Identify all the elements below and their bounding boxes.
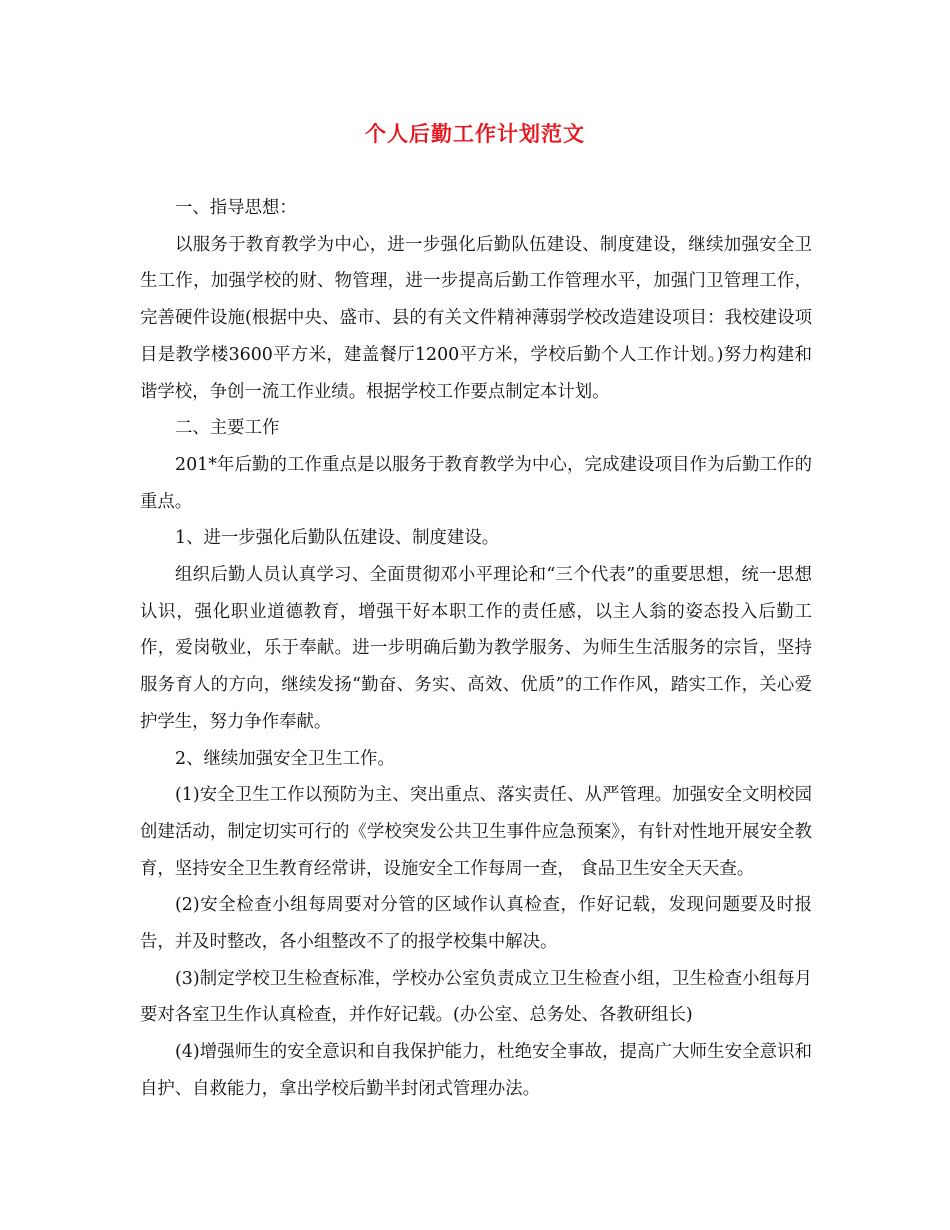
paragraph-guiding-thought-text: 以服务于教育教学为中心，进一步强化后勤队伍建设、制度建设，继续加强安全卫生工作，加强学校的财、物管理，进一步提高后勤工作管理水平，加强门卫管理工作，完善硬件设施(根据中央、盛市、县的有关文件精神薄弱学校改造建设项目：我校建设项目是教学楼3600平方米，建盖餐厅1200平方米，学校后勤个人工作计划。)努力构建和谐学校，争创一流工作业绩。根据学校工作要点制定本计划。 [140,234,812,402]
paragraph-heading-guiding-thought: 一、指导思想： [175,198,297,218]
paragraph-item-1-text: 组织后勤人员认真学习、全面贯彻邓小平理论和“三个代表”的重要思想，统一思想认识，强化职业道德教育，增强干好本职工作的责任感，以主人翁的姿态投入后勤工作，爱岗敬业，乐于奉献。进一步明确后勤为教学服务、为师生生活服务的宗旨，坚持服务育人的方向，继续发扬“勤奋、务实、高效、优质”的工作作风，踏实工作，关心爱护学生，努力争作奉献。 [140,565,812,732]
paragraph-item-2-heading: 2、继续加强安全卫生工作。 [175,748,395,769]
paragraph-item-2-point-3: (3)制定学校卫生检查标准，学校办公室负责成立卫生检查小组，卫生检查小组每月要对各室卫生作认真检查，并作好记载。(办公室、总务处、各教研组长) [140,968,812,1026]
paragraph-item-2-point-4: (4)增强师生的安全意识和自我保护能力，杜绝安全事故，提高广大师生安全意识和自护、自救能力，拿出学校后勤半封闭式管理办法。 [140,1042,812,1099]
paragraph-heading-main-work: 二、主要工作 [175,418,280,439]
paragraph-item-2-point-1: (1)安全卫生工作以预防为主、突出重点、落实责任、从严管理。加强安全文明校园创建活动，制定切实可行的《学校突发公共卫生事件应急预案》，有针对性地开展安全教育，坚持安全卫生教育经常讲，设施安全工作每周一查， 食品卫生安全天天查。 [140,785,812,879]
paragraph-main-work-focus: 201*年后勤的工作重点是以服务于教育教学为中心，完成建设项目作为后勤工作的重点。 [140,454,812,512]
paragraph-item-2-point-2: (2)安全检查小组每周要对分管的区域作认真检查，作好记载，发现问题要及时报告，并及时整改，各小组整改不了的报学校集中解决。 [140,895,812,953]
paragraph-item-1-heading: 1、进一步强化后勤队伍建设、制度建设。 [175,528,500,549]
document-body [140,190,812,1108]
document-title: 个人后勤工作计划范文 [365,121,585,146]
